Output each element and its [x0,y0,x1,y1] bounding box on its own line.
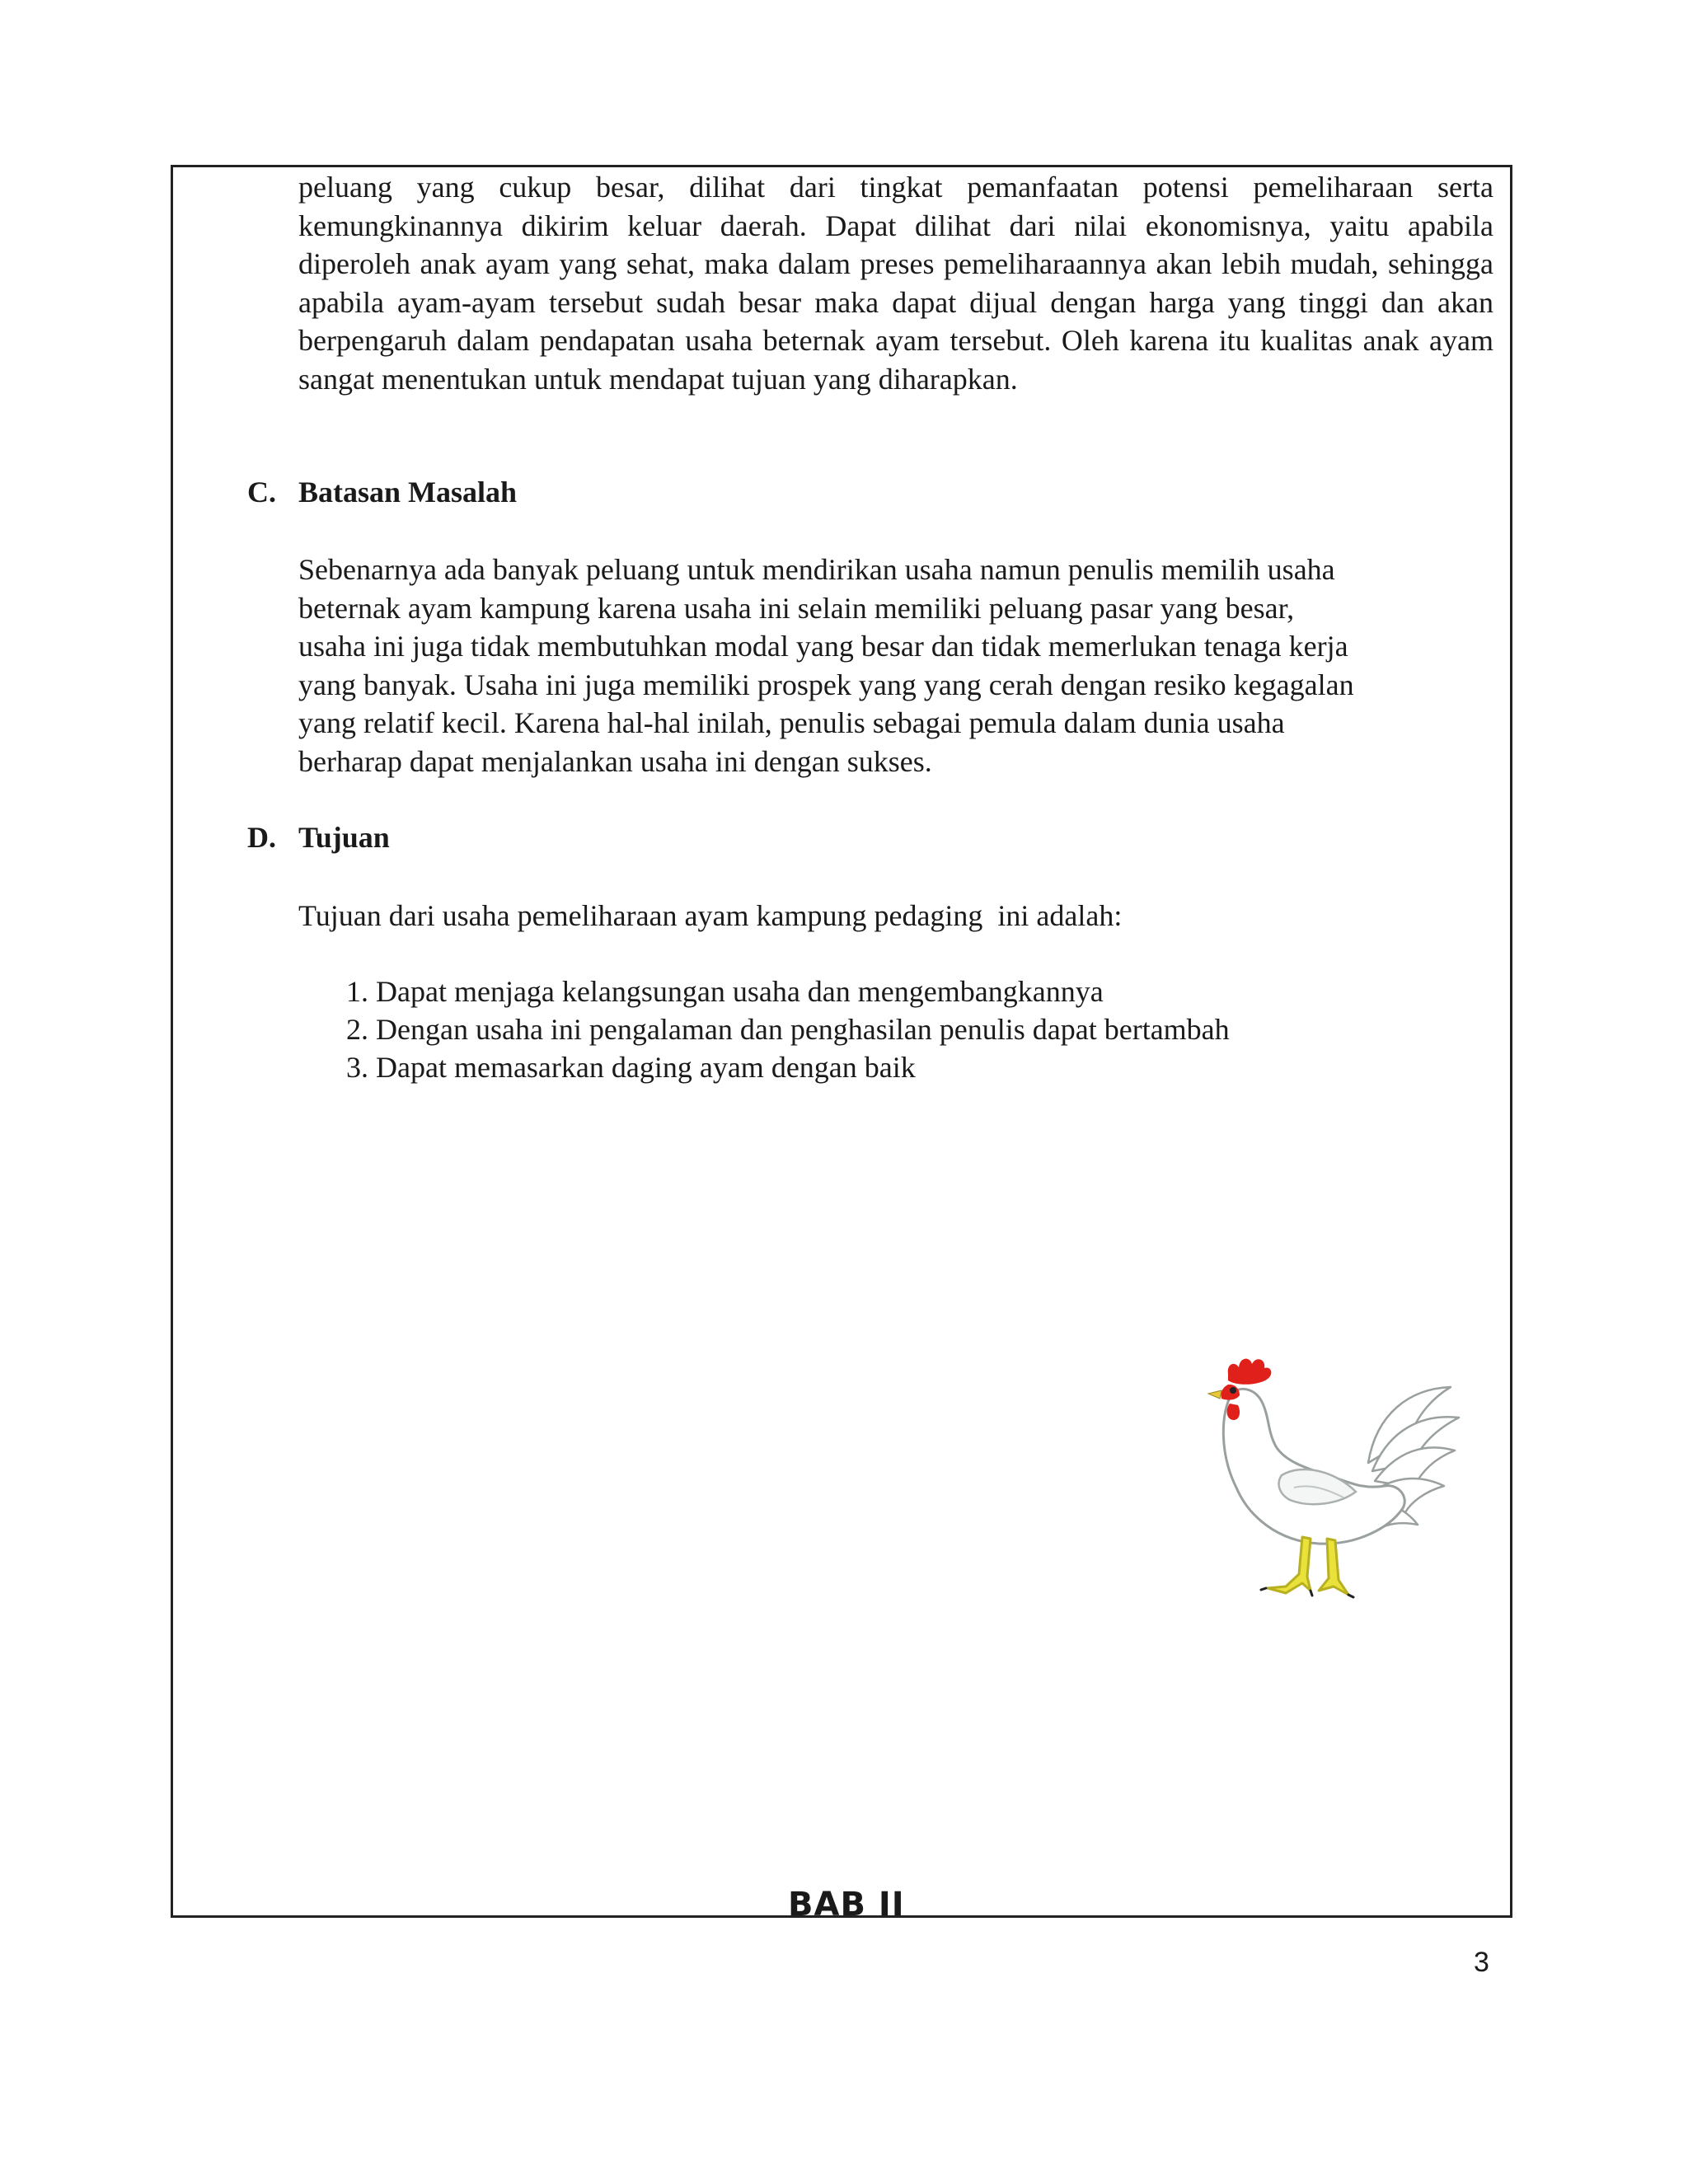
section-c-letter: C. [247,476,276,509]
paragraph-line: yang banyak. Usaha ini juga memiliki prospek yang yang cerah dengan resiko kegagalan [298,668,1354,701]
white-chicken-icon [1187,1339,1467,1619]
chapter-heading: BAB II [788,1886,905,1924]
tujuan-intro: Tujuan dari usaha pemeliharaan ayam kampung pedaging ini adalah: [298,899,1123,932]
section-d-letter: D. [247,821,276,854]
list-item [346,972,1230,1010]
batasan-masalah-paragraph [298,551,1485,780]
paragraph-line: Sebenarnya ada banyak peluang untuk mendirikan usaha namun penulis memilih usaha [298,553,1335,586]
list-item-text: 3. Dapat memasarkan daging ayam dengan baik [346,1051,916,1084]
paragraph-line: usaha ini juga tidak membutuhkan modal yang besar dan tidak memerlukan tenaga kerja [298,630,1348,663]
section-c-heading [247,475,517,509]
page-number: 3 [1474,1947,1489,1978]
list-item [346,1010,1230,1048]
paragraph-line: beternak ayam kampung karena usaha ini selain memiliki peluang pasar yang besar, [298,591,1295,625]
section-d-heading [247,820,390,855]
list-item-text: 2. Dengan usaha ini pengalaman dan penghasilan penulis dapat bertambah [346,1013,1230,1046]
tujuan-list [346,972,1230,1086]
list-item-text: 1. Dapat menjaga kelangsungan usaha dan mengembangkannya [346,975,1104,1008]
continuation-paragraph: peluang yang cukup besar, dilihat dari tingkat pemanfaatan potensi pemeliharaan serta kemungkinannya dikirim keluar daerah. Dapat dilihat dari nilai ekonomisnya, yaitu apabila diperoleh anak ayam yang sehat, maka dalam preses pemeliharaannya akan lebih mudah, sehingga apabila ayam-ayam tersebut sudah besar maka dapat dijual dengan harga yang tinggi dan akan berpengaruh dalam pendapatan usaha beternak ayam tersebut. Oleh karena itu kualitas anak ayam sangat menentukan untuk mendapat tujuan yang diharapkan. [298,171,1493,396]
list-item [346,1048,1230,1086]
paragraph-line: berharap dapat menjalankan usaha ini dengan sukses. [298,744,932,778]
section-c-title: Batasan Masalah [298,476,518,509]
paragraph-line: yang relatif kecil. Karena hal-hal inilah, penulis sebagai pemula dalam dunia usaha [298,706,1285,739]
section-d-title: Tujuan [298,821,390,854]
